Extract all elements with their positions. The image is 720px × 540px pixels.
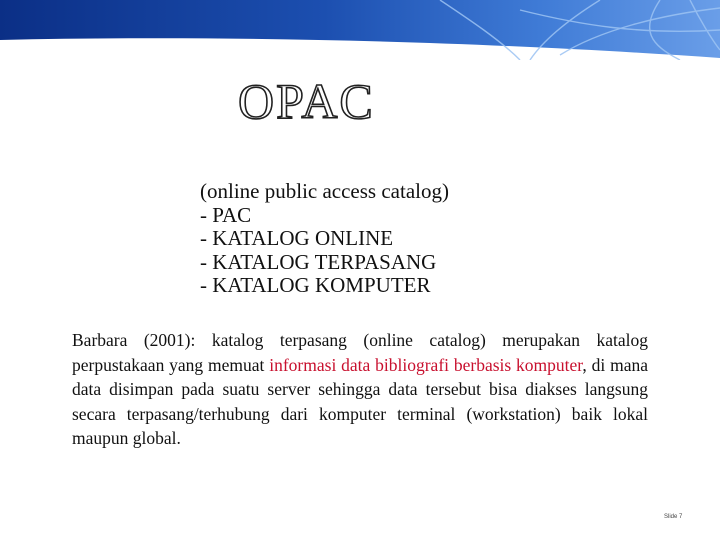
definition-paragraph: [72, 328, 648, 451]
subtitle-line: (online public access catalog): [200, 179, 449, 203]
slide-number: Slide 7: [664, 514, 683, 520]
highlighted-text: informasi data bibliografi berbasis komputer: [269, 354, 583, 375]
subtitle-line: - KATALOG ONLINE: [200, 226, 394, 250]
header-globe-band: [0, 0, 720, 60]
slide-title: OPAC: [238, 73, 375, 129]
subtitle-line: - KATALOG TERPASANG: [200, 249, 437, 274]
subtitle-list: [200, 180, 449, 298]
subtitle-line: - PAC: [200, 202, 252, 227]
paragraph-text: Barbara (2001): katalog terpasang (online catalog) merupakan katalog perpustakaan yang memuat: [72, 330, 648, 375]
subtitle-line: - KATALOG KOMPUTER: [200, 273, 431, 297]
paragraph-text: , di mana data disimpan pada suatu server sehingga data tersebut bisa diakses langsung secara terpasang/terhubung dari komputer terminal (workstation) baik lokal maupun global.: [72, 354, 648, 448]
